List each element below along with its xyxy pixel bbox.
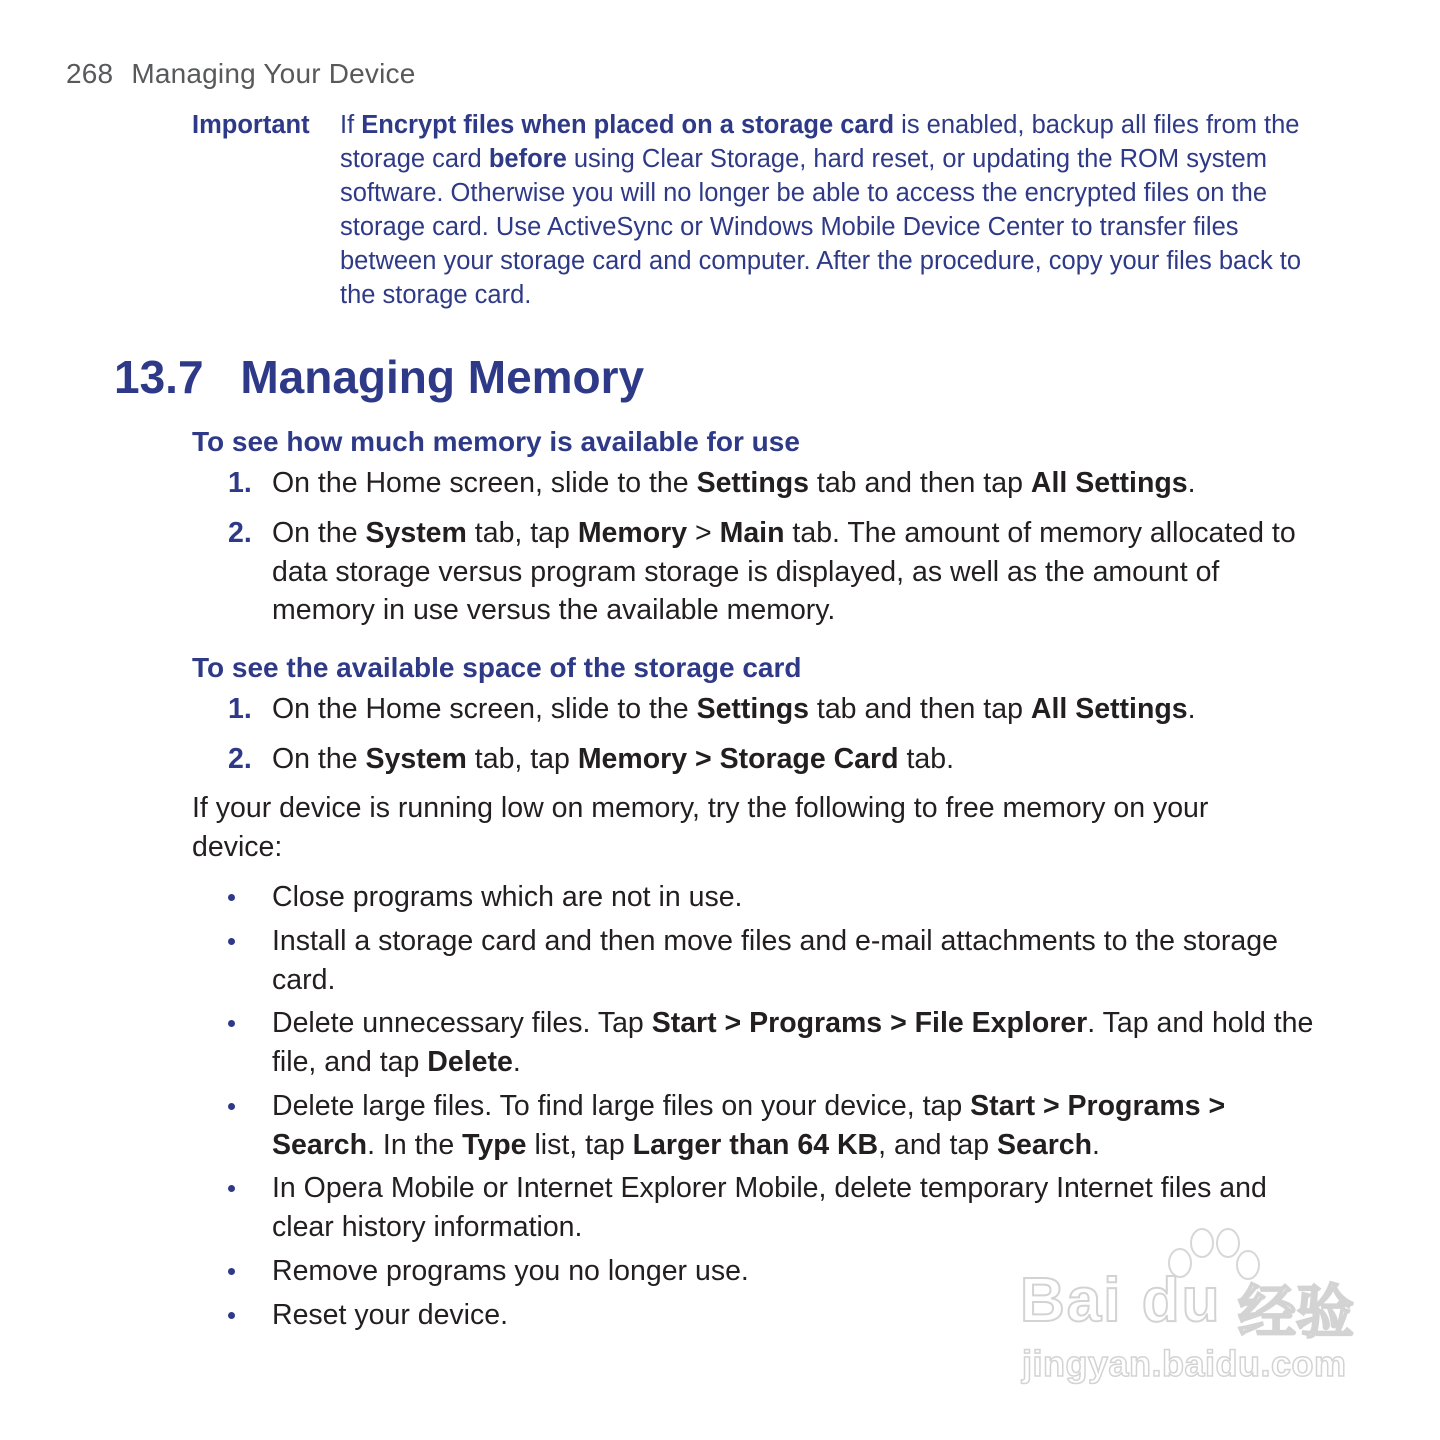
bold-term: All Settings <box>1030 693 1188 725</box>
text-run: Delete unnecessary files. Tap <box>272 1007 652 1039</box>
bullet-icon <box>228 894 235 901</box>
text-run: On the Home screen, slide to the <box>272 693 697 725</box>
list-item <box>228 1087 1318 1164</box>
text-run: Install a storage card and then move files and e-mail attachments to the storage card. <box>272 925 1278 996</box>
list-item-text <box>272 1087 1318 1164</box>
bold-term: Encrypt files when placed on a storage card <box>361 111 895 139</box>
list-item-text <box>272 878 1318 917</box>
bold-term: Main <box>719 517 785 549</box>
bullet-icon <box>228 1020 235 1027</box>
text-run: In Opera Mobile or Internet Explorer Mobile, delete temporary Internet files and clear history information. <box>272 1172 1267 1243</box>
procedure-heading: To see the available space of the storage card <box>192 652 802 683</box>
list-item <box>228 1004 1318 1081</box>
baidu-watermark <box>1020 1225 1360 1395</box>
bold-term: before <box>488 145 567 173</box>
text-run: tab, tap <box>466 743 578 775</box>
step-text <box>272 740 1318 779</box>
text-run: . <box>1092 1128 1100 1161</box>
bold-term: Larger than 64 KB <box>632 1128 879 1161</box>
important-note <box>192 108 1322 312</box>
bold-term: System <box>365 743 467 775</box>
bold-term: Memory > Storage Card <box>577 743 899 775</box>
bold-term: Search <box>996 1128 1093 1161</box>
bold-term: Type <box>462 1128 527 1161</box>
bold-term: Memory <box>577 517 688 549</box>
text-run: . <box>1187 693 1196 725</box>
text-run: Reset your device. <box>272 1299 509 1331</box>
list-item-text <box>272 1004 1318 1081</box>
bold-term: Start > Programs > File Explorer <box>651 1007 1088 1039</box>
bold-term: All Settings <box>1030 467 1188 499</box>
bold-term: System <box>365 517 467 549</box>
running-header <box>66 58 416 90</box>
text-run: . <box>1187 467 1196 499</box>
step-number: 2. <box>228 517 252 549</box>
procedure-step <box>228 464 1318 503</box>
important-body <box>340 108 1322 312</box>
step-number: 1. <box>228 693 252 725</box>
page-number: 268 <box>66 58 114 89</box>
procedure-step <box>228 740 1318 779</box>
watermark-cn: 经验 <box>1238 1280 1355 1345</box>
text-run: tab, tap <box>466 517 578 549</box>
watermark-brand: Bai du <box>1020 1266 1222 1335</box>
text-run: tab. <box>898 743 955 775</box>
step-text <box>272 514 1318 630</box>
procedure-heading: To see how much memory is available for use <box>192 426 800 457</box>
text-run: > <box>687 517 720 549</box>
bold-term: Settings <box>696 467 809 499</box>
bullet-icon <box>228 1185 235 1192</box>
text-run: tab. The amount of memory allocated to data storage versus program storage is displayed, as well as the amount of memory in use versus the available memory. <box>272 517 1296 626</box>
text-run: . <box>512 1045 521 1078</box>
text-run: On the <box>272 517 366 549</box>
procedure-step <box>228 514 1318 630</box>
section-number: 13.7 <box>114 351 204 403</box>
step-number: 1. <box>228 467 252 499</box>
bold-term: Start > Programs > Search <box>272 1090 1226 1161</box>
bold-term: Settings <box>696 693 809 725</box>
text-run: tab and then tap <box>809 467 1031 499</box>
text-run: Delete large files. To find large files on your device, tap <box>272 1090 971 1122</box>
list-item <box>228 922 1318 999</box>
text-run: . Tap and hold the file, and tap <box>272 1007 1314 1078</box>
text-run: If <box>340 111 362 139</box>
text-run: . In the <box>367 1128 463 1161</box>
procedure-step <box>228 690 1318 729</box>
section-title: Managing Memory <box>240 351 645 403</box>
step-text <box>272 464 1318 503</box>
text-run: list, tap <box>526 1128 633 1161</box>
text-run: , and tap <box>878 1128 997 1161</box>
text-run: On the <box>272 743 366 775</box>
step-number: 2. <box>228 743 252 775</box>
list-item <box>228 878 1318 917</box>
text-run: is enabled, backup all files from the storage card <box>340 111 1300 173</box>
bullet-icon <box>228 1103 235 1110</box>
bold-term: Delete <box>427 1045 513 1078</box>
bullet-icon <box>228 1312 235 1319</box>
important-label: Important <box>192 111 310 139</box>
running-title: Managing Your Device <box>131 58 416 89</box>
section-heading <box>114 350 644 404</box>
text-run: Remove programs you no longer use. <box>272 1255 749 1287</box>
text-run: Close programs which are not in use. <box>272 881 743 913</box>
bullet-icon <box>228 1268 235 1275</box>
text-run: using Clear Storage, hard reset, or updating the ROM system software. Otherwise you will no longer be able to access the encrypted files on the storage card. Use ActiveSync or Windows Mobile Device Center to transfer files between your storage card and computer. After the procedure, copy your files back to the storage card. <box>340 145 1302 309</box>
step-text <box>272 690 1318 729</box>
bullet-icon <box>228 938 235 945</box>
list-item-text <box>272 922 1318 999</box>
text-run: tab and then tap <box>809 693 1031 725</box>
text-run: On the Home screen, slide to the <box>272 467 697 499</box>
watermark-url: jingyan.baidu.com <box>1022 1343 1347 1384</box>
intro-paragraph: If your device is running low on memory, try the following to free memory on your device: <box>192 792 1209 863</box>
